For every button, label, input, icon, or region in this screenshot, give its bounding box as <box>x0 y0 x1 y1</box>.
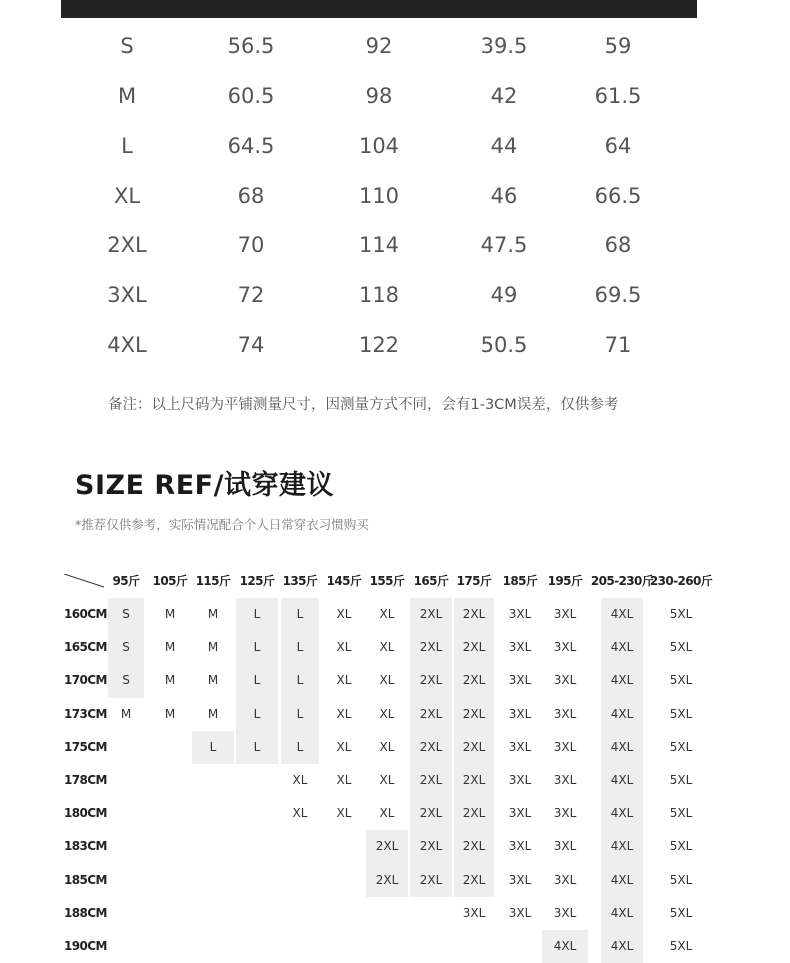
size-suggestion-cell <box>236 897 278 930</box>
size-suggestion-cell: XL <box>336 607 352 621</box>
weight-header: 95斤 <box>112 574 140 588</box>
size-ref-row <box>0 897 790 930</box>
size-suggestion-cell: 4XL <box>601 664 643 697</box>
size-suggestion-cell: 4XL <box>601 631 643 664</box>
size-ref-row <box>0 864 790 897</box>
size-suggestion-cell: L <box>281 698 319 731</box>
weight-header: 185斤 <box>502 574 538 588</box>
size-suggestion-cell <box>236 930 278 963</box>
size-suggestion-cell: M <box>207 607 219 621</box>
size-suggestion-cell: L <box>281 598 319 631</box>
size-suggestion-cell: XL <box>336 706 352 721</box>
size-suggestion-cell: XL <box>379 673 395 688</box>
measurement-row <box>0 71 790 121</box>
size-suggestion-cell: 3XL <box>553 673 577 688</box>
height-label: 178CM <box>64 773 107 787</box>
measurement-value: 74 <box>237 333 265 357</box>
size-suggestion-cell: XL <box>379 706 395 721</box>
size-suggestion-cell: 3XL <box>508 739 532 754</box>
measurement-value: 72 <box>237 283 265 307</box>
height-label: 188CM <box>64 905 107 920</box>
size-ref-row <box>0 664 790 697</box>
size-suggestion-cell <box>236 764 278 797</box>
height-label: 165CM <box>64 640 107 655</box>
size-suggestion-cell: M <box>207 673 219 688</box>
measurement-value: 44 <box>490 134 518 158</box>
height-label: 190CM <box>64 939 107 953</box>
size-suggestion-cell: S <box>108 598 144 631</box>
measurement-value: 110 <box>358 184 400 208</box>
size-suggestion-cell: S <box>108 631 144 664</box>
size-suggestion-cell: L <box>236 631 278 664</box>
size-suggestion-cell: 2XL <box>410 698 452 731</box>
top-table-header-bar <box>61 0 697 18</box>
size-suggestion-cell: 3XL <box>553 607 577 621</box>
size-suggestion-cell: 3XL <box>508 706 532 721</box>
measurement-value: 70 <box>237 233 265 257</box>
height-label: 170CM <box>64 673 107 688</box>
size-suggestion-cell: L <box>281 664 319 697</box>
size-suggestion-cell <box>147 897 193 930</box>
size-suggestion-cell <box>366 930 408 963</box>
size-suggestion-cell: 2XL <box>410 764 452 797</box>
weight-header: 105斤 <box>152 574 188 588</box>
size-suggestion-cell: 2XL <box>410 731 452 764</box>
size-suggestion-cell <box>410 930 452 963</box>
size-suggestion-cell: 2XL <box>366 830 408 863</box>
size-suggestion-cell: 2XL <box>410 830 452 863</box>
size-suggestion-cell <box>321 930 367 963</box>
size-suggestion-cell: 4XL <box>601 797 643 830</box>
size-label: L <box>121 134 133 158</box>
size-ref-row <box>0 930 790 963</box>
size-suggestion-cell: 3XL <box>462 905 486 920</box>
measurement-value: 46 <box>490 184 518 208</box>
size-suggestion-cell: 2XL <box>454 764 494 797</box>
size-suggestion-cell <box>281 864 319 897</box>
size-suggestion-cell: 2XL <box>454 631 494 664</box>
measurement-value: 92 <box>365 34 393 58</box>
size-suggestion-cell: L <box>236 664 278 697</box>
weight-header: 205-230斤 <box>590 574 654 588</box>
size-suggestion-cell: M <box>164 706 176 721</box>
size-ref-row <box>0 764 790 797</box>
size-suggestion-cell: 4XL <box>601 930 643 963</box>
size-ref-row <box>0 598 790 631</box>
size-suggestion-cell: 3XL <box>553 905 577 920</box>
measurement-value: 71 <box>604 333 632 357</box>
size-suggestion-cell: 2XL <box>410 664 452 697</box>
size-suggestion-cell: 3XL <box>553 739 577 754</box>
size-suggestion-cell <box>236 864 278 897</box>
size-suggestion-cell <box>108 830 144 863</box>
measurement-value: 69.5 <box>594 283 642 307</box>
weight-header: 115斤 <box>195 574 231 588</box>
size-label: M <box>117 84 137 108</box>
size-suggestion-cell: 5XL <box>669 773 693 787</box>
size-suggestion-cell: 2XL <box>454 830 494 863</box>
size-suggestion-cell: L <box>281 631 319 664</box>
measurement-row <box>0 171 790 221</box>
size-suggestion-cell <box>192 764 234 797</box>
size-suggestion-cell: 3XL <box>553 806 577 821</box>
size-suggestion-cell: 4XL <box>601 864 643 897</box>
size-suggestion-cell <box>147 830 193 863</box>
size-suggestion-cell <box>108 930 144 963</box>
size-suggestion-cell: 3XL <box>508 839 532 854</box>
height-label: 175CM <box>64 739 107 754</box>
size-ref-row <box>0 797 790 830</box>
size-suggestion-cell: 2XL <box>410 631 452 664</box>
size-suggestion-cell <box>147 764 193 797</box>
measurement-value: 50.5 <box>480 333 528 357</box>
size-ref-row <box>0 830 790 863</box>
height-label: 183CM <box>64 839 107 854</box>
size-suggestion-cell: 5XL <box>669 905 693 920</box>
size-ref-row <box>0 731 790 764</box>
size-label: 3XL <box>107 283 147 307</box>
size-suggestion-cell <box>192 897 234 930</box>
size-suggestion-cell: 4XL <box>601 598 643 631</box>
size-suggestion-cell: 3XL <box>508 872 532 887</box>
measurement-note: 备注：以上尺码为平铺测量尺寸，因测量方式不同，会有1-3CM误差，仅供参考 <box>108 397 619 413</box>
measurement-value: 64.5 <box>227 134 275 158</box>
size-suggestion-cell: 4XL <box>601 698 643 731</box>
size-suggestion-cell: 4XL <box>542 930 588 963</box>
size-ref-row <box>0 698 790 731</box>
size-suggestion-cell: 3XL <box>553 773 577 787</box>
size-suggestion-cell: M <box>164 673 176 688</box>
weight-header: 145斤 <box>326 574 362 588</box>
size-suggestion-cell <box>281 930 319 963</box>
size-suggestion-cell: XL <box>379 806 395 821</box>
size-suggestion-cell <box>236 797 278 830</box>
size-suggestion-cell: 3XL <box>508 773 532 787</box>
size-suggestion-cell <box>192 930 234 963</box>
size-suggestion-cell: 4XL <box>601 731 643 764</box>
size-suggestion-cell <box>321 864 367 897</box>
size-suggestion-cell <box>108 897 144 930</box>
size-suggestion-cell <box>147 731 193 764</box>
measurement-row <box>0 21 790 71</box>
weight-header: 125斤 <box>239 574 275 588</box>
size-suggestion-cell: 4XL <box>601 897 643 930</box>
size-suggestion-cell: 2XL <box>366 864 408 897</box>
size-suggestion-cell: 4XL <box>601 830 643 863</box>
height-label: 160CM <box>64 607 107 621</box>
measurement-value: 47.5 <box>480 233 528 257</box>
size-suggestion-cell: M <box>207 640 219 655</box>
size-suggestion-cell: 3XL <box>508 673 532 688</box>
weight-header: 165斤 <box>413 574 449 588</box>
weight-header: 135斤 <box>282 574 318 588</box>
size-suggestion-cell: 2XL <box>410 797 452 830</box>
size-suggestion-cell: XL <box>336 806 352 821</box>
weight-header: 155斤 <box>369 574 405 588</box>
size-suggestion-cell: 3XL <box>553 839 577 854</box>
size-suggestion-cell: XL <box>336 640 352 655</box>
measurement-value: 59 <box>604 34 632 58</box>
size-suggestion-cell: M <box>164 607 176 621</box>
size-suggestion-cell <box>108 864 144 897</box>
size-suggestion-cell <box>108 731 144 764</box>
size-suggestion-cell <box>192 797 234 830</box>
measurement-row <box>0 270 790 320</box>
size-label: S <box>120 34 134 58</box>
size-suggestion-cell: S <box>108 664 144 697</box>
size-suggestion-cell <box>281 897 319 930</box>
size-suggestion-cell <box>236 830 278 863</box>
size-suggestion-cell: L <box>192 731 234 764</box>
height-label: 185CM <box>64 872 107 887</box>
size-suggestion-cell: 2XL <box>454 731 494 764</box>
size-suggestion-cell <box>281 830 319 863</box>
size-suggestion-cell: 5XL <box>669 673 693 688</box>
size-suggestion-cell <box>497 930 543 963</box>
measurement-value: 114 <box>358 233 400 257</box>
measurement-value: 68 <box>237 184 265 208</box>
size-suggestion-cell <box>454 930 494 963</box>
size-ref-title: SIZE REF/试穿建议 <box>75 470 334 501</box>
size-suggestion-cell: XL <box>336 739 352 754</box>
size-suggestion-cell <box>192 864 234 897</box>
size-suggestion-cell: XL <box>336 773 352 787</box>
size-label: 4XL <box>107 333 147 357</box>
size-suggestion-cell: 5XL <box>669 640 693 655</box>
measurement-value: 122 <box>358 333 400 357</box>
size-suggestion-cell: 2XL <box>454 598 494 631</box>
size-label: 2XL <box>107 233 147 257</box>
size-suggestion-cell: XL <box>379 607 395 621</box>
size-suggestion-cell <box>108 764 144 797</box>
size-suggestion-cell: 5XL <box>669 939 693 953</box>
size-suggestion-cell: M <box>120 706 132 721</box>
measurement-row <box>0 121 790 171</box>
measurement-value: 64 <box>604 134 632 158</box>
size-suggestion-cell <box>147 797 193 830</box>
size-suggestion-cell: 2XL <box>454 797 494 830</box>
size-label: XL <box>113 184 141 208</box>
size-suggestion-cell <box>321 897 367 930</box>
size-suggestion-cell <box>147 864 193 897</box>
size-suggestion-cell: XL <box>379 640 395 655</box>
size-suggestion-cell: 5XL <box>669 839 693 854</box>
measurement-value: 68 <box>604 233 632 257</box>
height-label: 180CM <box>64 806 107 821</box>
size-suggestion-cell: XL <box>379 773 395 787</box>
table-corner-diagonal <box>64 574 106 588</box>
measurement-row <box>0 320 790 370</box>
size-suggestion-cell: XL <box>379 739 395 754</box>
measurement-value: 42 <box>490 84 518 108</box>
size-suggestion-cell <box>108 797 144 830</box>
size-suggestion-cell: 3XL <box>553 640 577 655</box>
measurement-value: 61.5 <box>594 84 642 108</box>
size-suggestion-cell: 3XL <box>508 607 532 621</box>
size-suggestion-cell: L <box>236 698 278 731</box>
size-suggestion-cell: XL <box>292 806 308 821</box>
weight-header: 195斤 <box>547 574 583 588</box>
size-suggestion-cell <box>147 930 193 963</box>
size-suggestion-cell: 5XL <box>669 806 693 821</box>
measurement-value: 98 <box>365 84 393 108</box>
size-suggestion-cell: XL <box>292 773 308 787</box>
height-label: 173CM <box>64 706 107 721</box>
size-suggestion-cell: XL <box>336 673 352 688</box>
weight-header: 230-260斤 <box>649 574 713 588</box>
measurement-value: 49 <box>490 283 518 307</box>
size-suggestion-cell: 3XL <box>508 806 532 821</box>
size-suggestion-cell <box>192 830 234 863</box>
size-suggestion-cell: 3XL <box>553 872 577 887</box>
measurement-value: 56.5 <box>227 34 275 58</box>
size-suggestion-cell: 2XL <box>454 698 494 731</box>
measurement-row <box>0 220 790 270</box>
measurement-value: 104 <box>358 134 400 158</box>
measurement-value: 118 <box>358 283 400 307</box>
size-suggestion-cell: L <box>281 731 319 764</box>
size-suggestion-cell: 5XL <box>669 607 693 621</box>
size-suggestion-cell: 5XL <box>669 739 693 754</box>
size-suggestion-cell: 2XL <box>410 598 452 631</box>
size-suggestion-cell: 2XL <box>454 664 494 697</box>
size-suggestion-cell: 2XL <box>454 864 494 897</box>
size-suggestion-cell <box>410 897 452 930</box>
weight-header: 175斤 <box>456 574 492 588</box>
size-suggestion-cell: L <box>236 731 278 764</box>
size-suggestion-cell <box>321 830 367 863</box>
size-suggestion-cell: 5XL <box>669 872 693 887</box>
size-ref-row <box>0 631 790 664</box>
size-suggestion-cell <box>366 897 408 930</box>
size-suggestion-cell: L <box>236 598 278 631</box>
size-suggestion-cell: M <box>164 640 176 655</box>
size-ref-subtitle: *推荐仅供参考，实际情况配合个人日常穿衣习惯购买 <box>75 517 369 532</box>
size-suggestion-cell: 3XL <box>553 706 577 721</box>
size-suggestion-cell: 3XL <box>508 640 532 655</box>
size-suggestion-cell: 2XL <box>410 864 452 897</box>
size-suggestion-cell: 3XL <box>508 905 532 920</box>
measurement-value: 60.5 <box>227 84 275 108</box>
measurement-value: 66.5 <box>594 184 642 208</box>
size-suggestion-cell: 4XL <box>601 764 643 797</box>
measurement-value: 39.5 <box>480 34 528 58</box>
size-suggestion-cell: M <box>207 706 219 721</box>
size-suggestion-cell: 5XL <box>669 706 693 721</box>
